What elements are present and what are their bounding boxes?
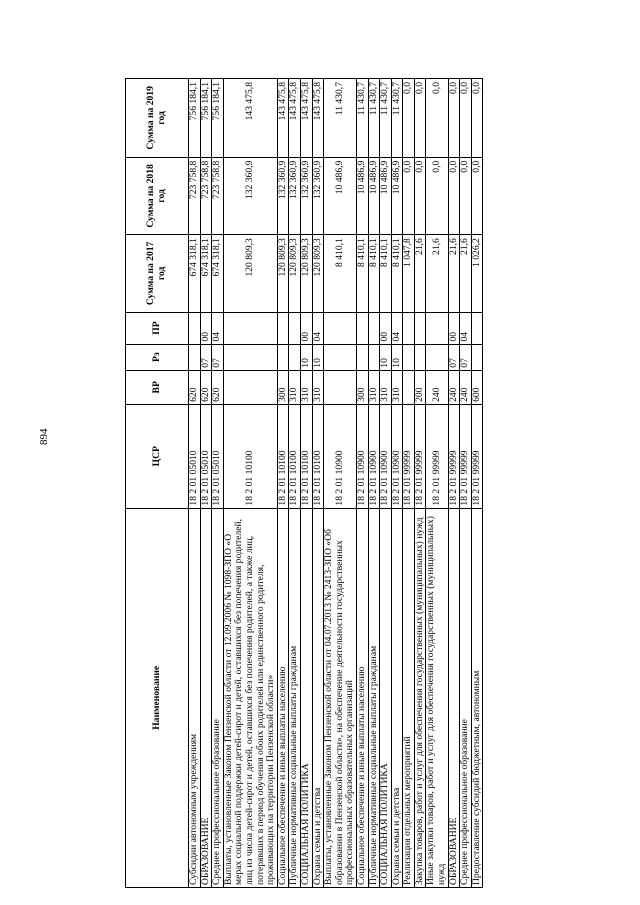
row-sum-2017: 8 410,1: [391, 235, 403, 312]
row-pr: [368, 312, 380, 344]
table-row: [426, 79, 448, 888]
row-pr: 04: [460, 312, 472, 344]
row-name: Среднее профессиональное образование: [212, 508, 224, 887]
header-pr: ПР: [126, 312, 189, 344]
table-row: [200, 79, 212, 888]
row-sum-2018: 10 486,9: [391, 157, 403, 234]
table-row: [356, 79, 368, 888]
row-sum-2018: 132 360,9: [300, 157, 312, 234]
header-sum-2017: Сумма на 2017 год: [126, 235, 189, 312]
row-rz: [414, 344, 426, 370]
row-vr: 240: [426, 370, 448, 404]
row-pr: [189, 312, 201, 344]
row-name: Субсидии автономным учреждениям: [189, 508, 201, 887]
row-sum-2019: 143 475,8: [312, 79, 324, 158]
row-sum-2018: 0,0: [414, 157, 426, 234]
table-row: [324, 79, 357, 888]
row-rz: 10: [380, 344, 392, 370]
row-pr: 00: [380, 312, 392, 344]
table-row: [448, 79, 460, 888]
row-pr: 04: [312, 312, 324, 344]
row-pr: 00: [448, 312, 460, 344]
row-sum-2018: 10 486,9: [380, 157, 392, 234]
row-vr: 240: [448, 370, 460, 404]
row-rz: 10: [391, 344, 403, 370]
header-rz: Рз: [126, 344, 189, 370]
row-sum-2018: 0,0: [460, 157, 472, 234]
row-rz: [189, 344, 201, 370]
row-sum-2017: 674 318,1: [189, 235, 201, 312]
row-vr: 600: [471, 370, 483, 404]
table-row: [312, 79, 324, 888]
row-name: Иные закупки товаров, работ и услуг для обеспечения государственных (муниципальных) нужд: [426, 508, 448, 887]
header-sum-2018: Сумма на 2018 год: [126, 157, 189, 234]
row-csr: 18 2 01 99999: [448, 404, 460, 508]
row-sum-2018: 0,0: [448, 157, 460, 234]
row-name: СОЦИАЛЬНАЯ ПОЛИТИКА: [300, 508, 312, 887]
row-sum-2019: 756 184,1: [200, 79, 212, 158]
row-csr: 18 2 01 05010: [189, 404, 201, 508]
row-sum-2019: 143 475,8: [223, 79, 277, 158]
row-csr: 18 2 01 99999: [403, 404, 415, 508]
row-csr: 18 2 01 10100: [289, 404, 301, 508]
row-name: Охрана семьи и детства: [391, 508, 403, 887]
row-sum-2019: 0,0: [448, 79, 460, 158]
header-csr: ЦСР: [126, 404, 189, 508]
row-pr: [403, 312, 415, 344]
row-name: СОЦИАЛЬНАЯ ПОЛИТИКА: [380, 508, 392, 887]
row-name: Выплаты, установленные Законом Пензенской области от 12.09.2006 № 1098-ЗПО «О мерах социальной поддержки детей-сирот и детей, оставшихся без попечения родителей, лиц из числа детей-сирот и детей, оставшихся без попечения родителей, а также лиц, потерявших в период обучения обоих родителей или единственного родителя, проживающих на территории Пензенской области»: [223, 508, 277, 887]
row-pr: 00: [300, 312, 312, 344]
row-csr: 18 2 01 99999: [414, 404, 426, 508]
row-name: Публичные нормативные социальные выплаты гражданам: [289, 508, 301, 887]
table-row: [223, 79, 277, 888]
row-pr: [471, 312, 483, 344]
row-csr: 18 2 01 10900: [368, 404, 380, 508]
row-name: Среднее профессиональное образование: [460, 508, 472, 887]
row-rz: [426, 344, 448, 370]
row-sum-2019: 756 184,1: [189, 79, 201, 158]
row-sum-2017: 21,6: [460, 235, 472, 312]
row-name: Социальное обеспечение и иные выплаты населению: [356, 508, 368, 887]
row-sum-2019: 11 430,7: [368, 79, 380, 158]
row-rz: 07: [448, 344, 460, 370]
row-sum-2018: 132 360,9: [223, 157, 277, 234]
row-vr: 240: [460, 370, 472, 404]
row-sum-2017: 21,6: [448, 235, 460, 312]
row-sum-2018: 723 758,8: [200, 157, 212, 234]
row-csr: 18 2 01 10900: [324, 404, 357, 508]
row-sum-2017: 120 809,3: [223, 235, 277, 312]
row-name: Предоставление субсидий бюджетным, автономным: [471, 508, 483, 887]
row-pr: [426, 312, 448, 344]
row-csr: 18 2 01 99999: [426, 404, 448, 508]
row-sum-2018: 723 758,8: [212, 157, 224, 234]
row-vr: 310: [391, 370, 403, 404]
table-row: [414, 79, 426, 888]
row-csr: 18 2 01 10900: [380, 404, 392, 508]
table-row: [212, 79, 224, 888]
row-sum-2017: 120 809,3: [312, 235, 324, 312]
row-pr: [324, 312, 357, 344]
table-row: [189, 79, 201, 888]
row-rz: [356, 344, 368, 370]
table-header-row: [126, 79, 189, 888]
row-vr: 310: [380, 370, 392, 404]
row-sum-2017: 674 318,1: [200, 235, 212, 312]
table-row: [380, 79, 392, 888]
table-row: [368, 79, 380, 888]
row-name: Социальное обеспечение и иные выплаты населению: [277, 508, 289, 887]
row-rz: 10: [300, 344, 312, 370]
row-sum-2018: 0,0: [426, 157, 448, 234]
row-csr: 18 2 01 05010: [212, 404, 224, 508]
row-pr: [223, 312, 277, 344]
row-sum-2017: 1 047,8: [403, 235, 415, 312]
table-row: [460, 79, 472, 888]
row-pr: 04: [391, 312, 403, 344]
row-rz: [289, 344, 301, 370]
budget-table-rotated: [125, 78, 640, 888]
table-row: [403, 79, 415, 888]
row-sum-2019: 0,0: [414, 79, 426, 158]
row-vr: 310: [368, 370, 380, 404]
row-rz: 07: [200, 344, 212, 370]
row-pr: [414, 312, 426, 344]
row-vr: [223, 370, 277, 404]
row-csr: 18 2 01 10900: [356, 404, 368, 508]
row-name: Реализация отдельных мероприятий: [403, 508, 415, 887]
row-name: Закупка товаров, работ и услуг для обеспечения государственных (муниципальных) нужд: [414, 508, 426, 887]
header-sum-2019: Сумма на 2019 год: [126, 79, 189, 158]
row-name: Публичные нормативные социальные выплаты гражданам: [368, 508, 380, 887]
row-sum-2017: 21,6: [426, 235, 448, 312]
row-pr: 04: [212, 312, 224, 344]
row-name: ОБРАЗОВАНИЕ: [448, 508, 460, 887]
row-sum-2019: 756 184,1: [212, 79, 224, 158]
row-sum-2017: 8 410,1: [356, 235, 368, 312]
row-pr: [277, 312, 289, 344]
row-rz: [277, 344, 289, 370]
row-sum-2017: 8 410,1: [368, 235, 380, 312]
row-csr: 18 2 01 10900: [391, 404, 403, 508]
row-csr: 18 2 01 99999: [460, 404, 472, 508]
row-sum-2018: 132 360,9: [312, 157, 324, 234]
row-sum-2018: 10 486,9: [368, 157, 380, 234]
row-pr: [356, 312, 368, 344]
header-name: Наименование: [126, 508, 189, 887]
row-sum-2018: 0,0: [471, 157, 483, 234]
table-row: [471, 79, 483, 888]
row-csr: 18 2 01 10100: [277, 404, 289, 508]
row-vr: 310: [312, 370, 324, 404]
row-rz: [223, 344, 277, 370]
row-rz: [403, 344, 415, 370]
row-sum-2017: 8 410,1: [380, 235, 392, 312]
table-row: [300, 79, 312, 888]
row-name: ОБРАЗОВАНИЕ: [200, 508, 212, 887]
table-row: [391, 79, 403, 888]
row-rz: 07: [460, 344, 472, 370]
row-sum-2018: 723 758,8: [189, 157, 201, 234]
row-vr: 310: [300, 370, 312, 404]
row-sum-2019: 143 475,8: [277, 79, 289, 158]
row-csr: 18 2 01 10100: [223, 404, 277, 508]
row-rz: 10: [312, 344, 324, 370]
header-vr: ВР: [126, 370, 189, 404]
row-csr: 18 2 01 99999: [471, 404, 483, 508]
row-sum-2018: 10 486,9: [356, 157, 368, 234]
row-sum-2018: 132 360,9: [277, 157, 289, 234]
row-vr: [403, 370, 415, 404]
table-row: [289, 79, 301, 888]
row-vr: 300: [356, 370, 368, 404]
row-sum-2019: 11 430,7: [391, 79, 403, 158]
row-sum-2017: 674 318,1: [212, 235, 224, 312]
row-sum-2017: 1 026,2: [471, 235, 483, 312]
row-sum-2019: 0,0: [460, 79, 472, 158]
row-vr: 310: [289, 370, 301, 404]
row-vr: [324, 370, 357, 404]
page-number: 894: [38, 428, 50, 445]
row-sum-2019: 11 430,7: [324, 79, 357, 158]
row-rz: [368, 344, 380, 370]
row-sum-2019: 0,0: [403, 79, 415, 158]
row-sum-2018: 10 486,9: [324, 157, 357, 234]
row-sum-2019: 11 430,7: [356, 79, 368, 158]
row-sum-2017: 8 410,1: [324, 235, 357, 312]
row-sum-2017: 21,6: [414, 235, 426, 312]
row-sum-2017: 120 809,3: [289, 235, 301, 312]
row-sum-2019: 0,0: [471, 79, 483, 158]
row-sum-2017: 120 809,3: [277, 235, 289, 312]
row-sum-2019: 11 430,7: [380, 79, 392, 158]
row-pr: [289, 312, 301, 344]
row-rz: [471, 344, 483, 370]
row-vr: 620: [200, 370, 212, 404]
row-sum-2019: 143 475,8: [289, 79, 301, 158]
row-vr: 620: [189, 370, 201, 404]
row-sum-2017: 120 809,3: [300, 235, 312, 312]
row-rz: 07: [212, 344, 224, 370]
row-vr: 620: [212, 370, 224, 404]
row-name: Охрана семьи и детства: [312, 508, 324, 887]
table-body: [189, 79, 483, 888]
row-vr: 200: [414, 370, 426, 404]
row-pr: 00: [200, 312, 212, 344]
row-sum-2019: 0,0: [426, 79, 448, 158]
row-csr: 18 2 01 10100: [312, 404, 324, 508]
table-row: [277, 79, 289, 888]
row-sum-2018: 132 360,9: [289, 157, 301, 234]
row-vr: 300: [277, 370, 289, 404]
row-csr: 18 2 01 05010: [200, 404, 212, 508]
budget-table: [125, 78, 483, 888]
row-sum-2019: 143 475,8: [300, 79, 312, 158]
row-sum-2018: 0,0: [403, 157, 415, 234]
row-csr: 18 2 01 10100: [300, 404, 312, 508]
row-name: Выплаты, установленные Законом Пензенской области от 04.07.2013 № 2413-ЗПО «Об образовании в Пензенской области», на обеспечение деятельности государственных профессиональных образовательных организаций: [324, 508, 357, 887]
row-rz: [324, 344, 357, 370]
